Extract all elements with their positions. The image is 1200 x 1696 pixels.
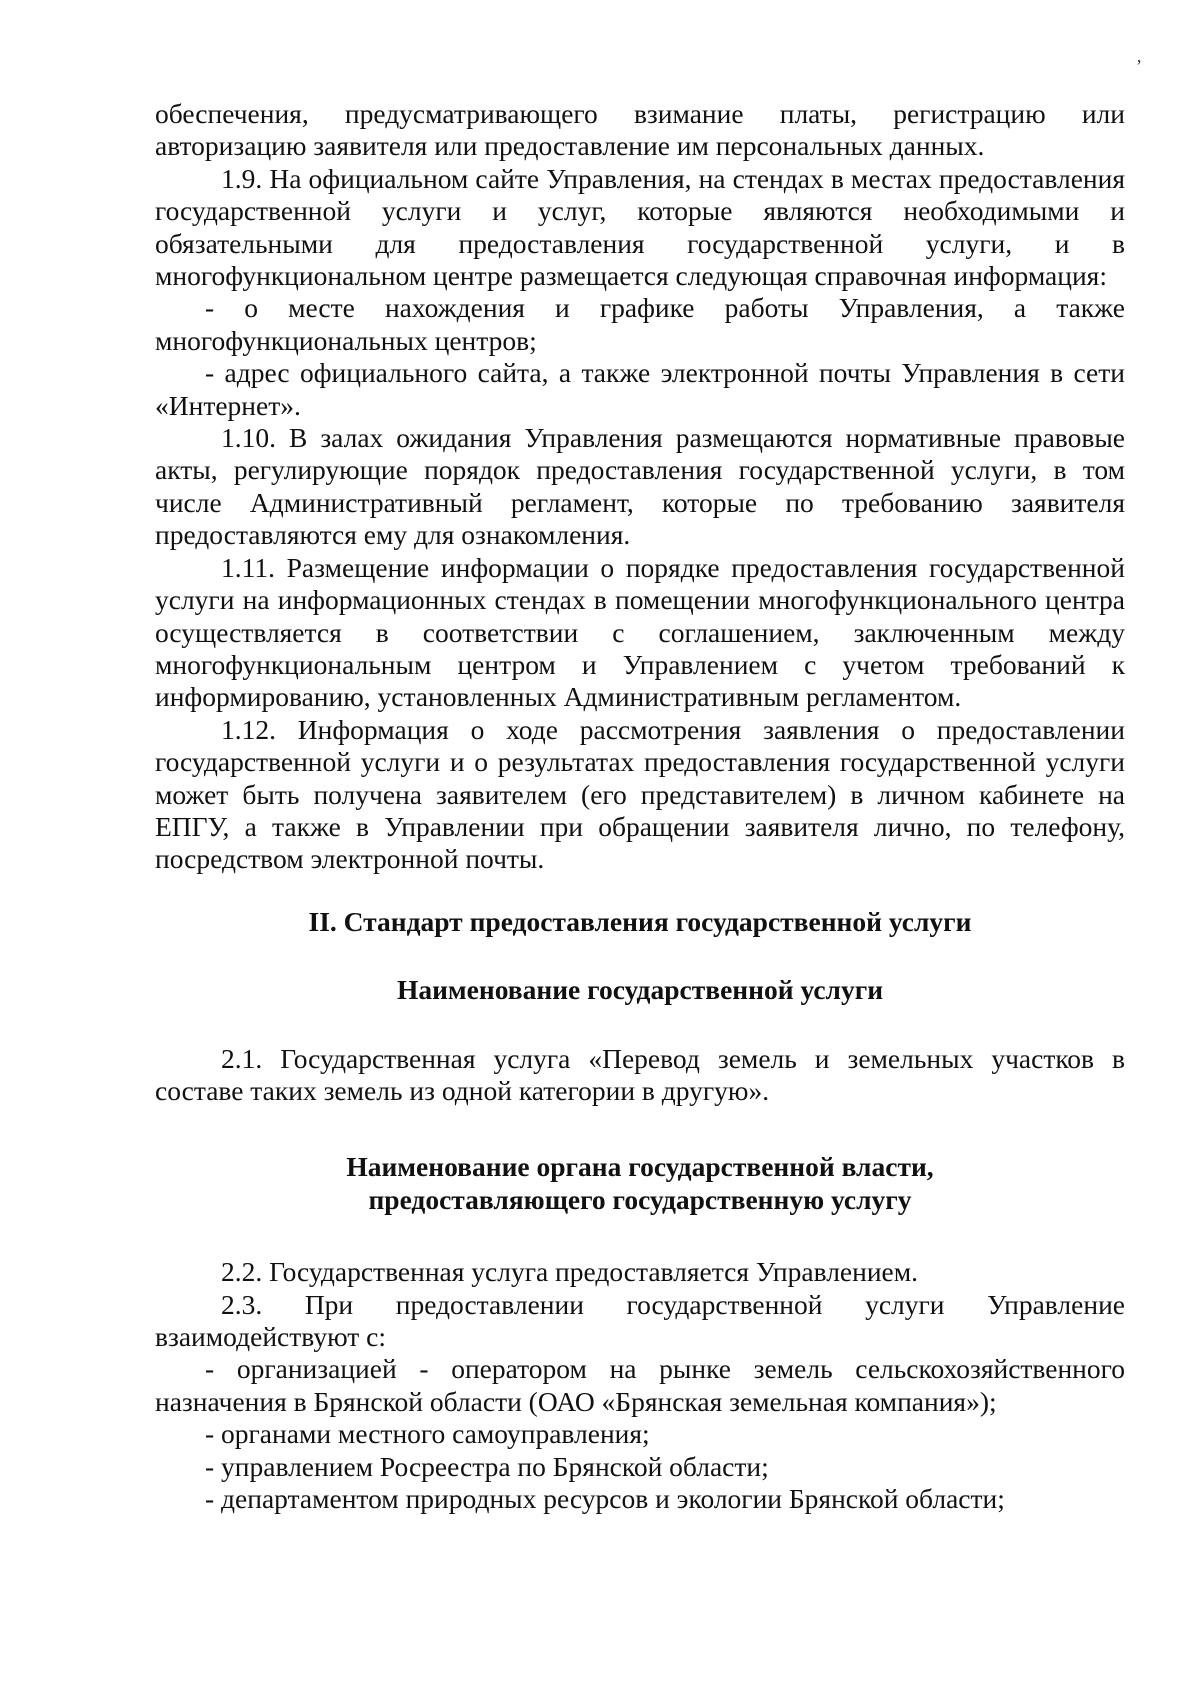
list-item-local-government: - органами местного самоуправления; [205,1418,650,1450]
paragraph-2-1: 2.1. Государственная услуга «Перевод земель и земельных участков в составе таких земель из одной категории в другую». [155,1042,1125,1106]
paragraph-continuation: обеспечения, предусматривающего взимание платы, регистрацию или авторизацию заявителя или предоставление им персональных данных. [155,98,1125,162]
paragraph-1-11: 1.11. Размещение информации о порядке предоставления государственной услуги на информационных стендах в помещении многофункционального центра осуществляется в соответствии с соглашением, заключенным между многофункциональным центром и Управлением с учетом требований к информированию, установленных Административным регламентом. [155,551,1125,713]
document-page [155,98,1125,1515]
corner-mark: ʼ [1136,56,1142,76]
section-heading: II. Стандарт предоставления государственной услуги [308,905,972,937]
subheading-authority [155,1151,1125,1216]
list-item-location: - о месте нахождения и графике работы Управления, а также многофункциональных центров; [155,292,1125,356]
paragraph-2-3: 2.3. При предоставлении государственной услуги Управление взаимодействуют с: [155,1288,1125,1352]
paragraph-1-10: 1.10. В залах ожидания Управления размещаются нормативные правовые акты, регулирующие порядок предоставления государственной услуги, в том числе Административный регламент, которые по требованию заявителя предоставляются ему для ознакомления. [155,422,1125,551]
subheading-authority-line2: предоставляющего государственную услугу [368,1183,912,1215]
subheading-authority-line1: Наименование органа государственной власти, [346,1151,934,1183]
list-item-website: - адрес официального сайта, а также электронной почты Управления в сети «Интернет». [155,357,1125,421]
list-item-department: - департаментом природных ресурсов и экологии Брянской области; [205,1483,1005,1515]
paragraph-1-12: 1.12. Информация о ходе рассмотрения заявления о предоставлении государственной услуги и о результатах предоставления государственной услуги может быть получена заявителем (его представителем) в личном кабинете на ЕПГУ, а также в Управлении при обращении заявителя лично, по телефону, посредством электронной почты. [155,713,1125,875]
paragraph-1-9: 1.9. На официальном сайте Управления, на стендах в местах предоставления государственной услуги и услуг, которые являются необходимыми и обязательными для предоставления государственной услуги, и в многофункциональном центре размещается следующая справочная информация: [155,162,1125,292]
list-item-operator: - организацией - оператором на рынке земель сельскохозяйственного назначения в Брянской области (ОАО «Брянская земельная компания»); [155,1353,1125,1417]
paragraph-2-2: 2.2. Государственная услуга предоставляется Управлением. [221,1256,919,1288]
list-item-rosreestr: - управлением Росреестра по Брянской области; [205,1450,769,1482]
subheading-service-name: Наименование государственной услуги [396,974,884,1006]
